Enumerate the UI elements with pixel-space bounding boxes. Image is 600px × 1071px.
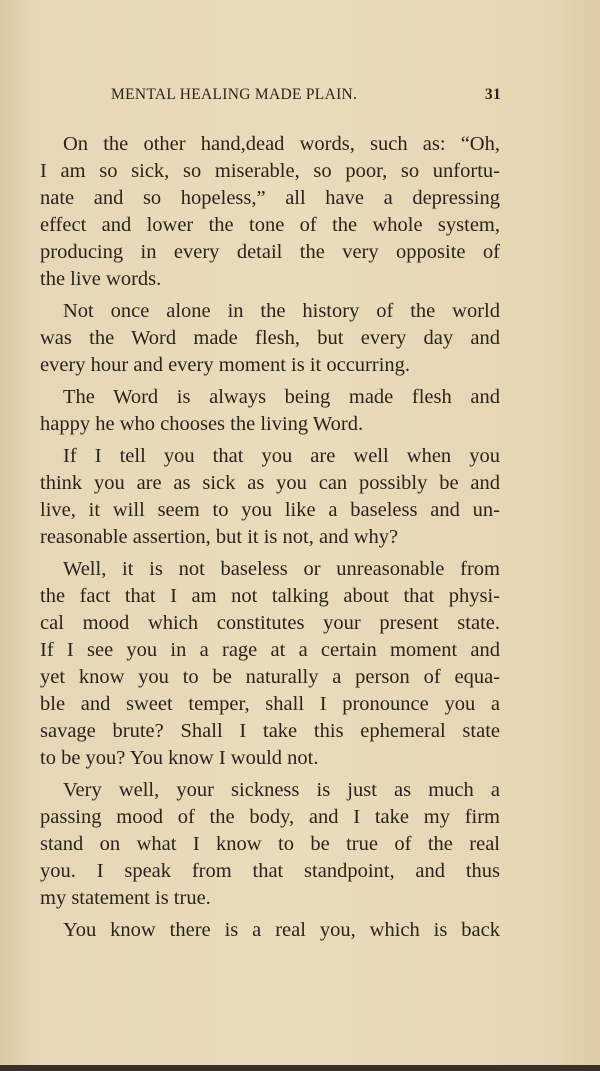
text-line: ble and sweet temper, shall I pronounce you a [40, 693, 500, 715]
paragraph [40, 556, 500, 772]
paragraph [40, 443, 500, 551]
page-number: 31 [484, 86, 501, 103]
text-line: nate and so hopeless,” all have a depressing [40, 187, 500, 209]
text-line: You know there is a real you, which is back [63, 919, 500, 941]
text-line: I am so sick, so miserable, so poor, so unfortu- [40, 160, 500, 182]
text-line: On the other hand,dead words, such as: “Oh, [63, 133, 500, 155]
text-line: reasonable assertion, but it is not, and why? [40, 526, 399, 548]
text-line: Very well, your sickness is just as much a [63, 779, 500, 801]
text-line: was the Word made flesh, but every day and [40, 327, 500, 349]
text-line: you. I speak from that standpoint, and thus [40, 860, 500, 882]
text-line: my statement is true. [40, 887, 211, 909]
text-line: effect and lower the tone of the whole system, [40, 214, 500, 236]
text-line: the live words. [40, 268, 162, 290]
page-body [40, 131, 500, 944]
text-line: The Word is always being made flesh and [63, 386, 500, 408]
text-line: stand on what I know to be true of the real [40, 833, 500, 855]
text-line: live, it will seem to you like a baseless and un- [40, 499, 500, 521]
text-line: If I tell you that you are well when you [63, 445, 500, 467]
running-header [111, 86, 501, 104]
page-edge [0, 1065, 600, 1071]
text-line: every hour and every moment is it occurring. [40, 354, 411, 376]
text-line: Well, it is not baseless or unreasonable from [63, 558, 500, 580]
text-line: the fact that I am not talking about that physi- [40, 585, 500, 607]
text-line: If I see you in a rage at a certain moment and [40, 639, 500, 661]
text-line: savage brute? Shall I take this ephemeral state [40, 720, 500, 742]
running-title: MENTAL HEALING MADE PLAIN. [111, 86, 358, 103]
paragraph [40, 131, 500, 293]
paragraph [40, 298, 500, 379]
text-line: cal mood which constitutes your present state. [40, 612, 500, 634]
text-line: happy he who chooses the living Word. [40, 413, 364, 435]
text-line: passing mood of the body, and I take my firm [40, 806, 500, 828]
paragraph [40, 384, 500, 438]
text-line: yet know you to be naturally a person of equa- [40, 666, 500, 688]
text-line: producing in every detail the very opposite of [40, 241, 500, 263]
text-line: think you are as sick as you can possibly be and [40, 472, 500, 494]
paragraph [40, 917, 500, 944]
paragraph [40, 777, 500, 912]
text-line: to be you? You know I would not. [40, 747, 319, 769]
text-line: Not once alone in the history of the world [63, 300, 500, 322]
